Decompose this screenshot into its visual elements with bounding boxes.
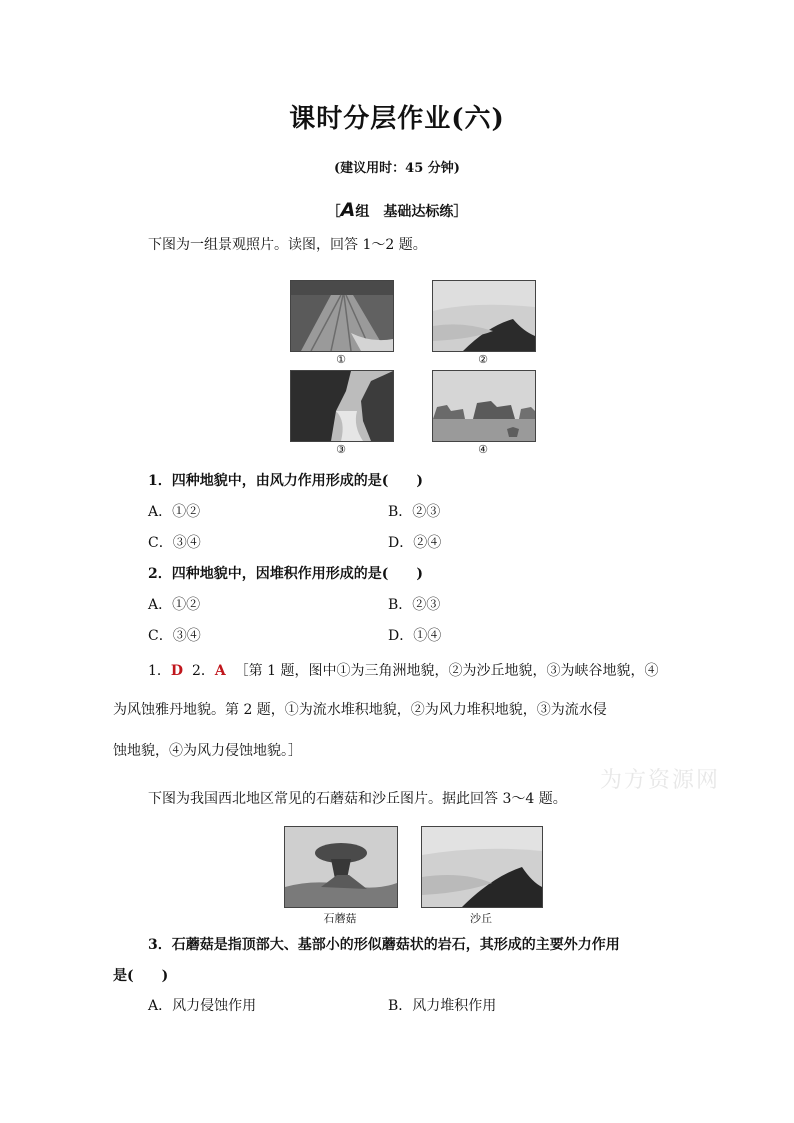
section-heading [0, 199, 794, 221]
watermark: 为方资源网 [600, 768, 721, 793]
sand-dune-image [433, 281, 535, 351]
yardang-landscape-image [433, 371, 535, 441]
gorge-landscape-image [291, 371, 393, 441]
answer-2-value: A [214, 663, 226, 679]
question-1-option-b: B．②③ [388, 504, 441, 520]
question-1-option-a: A．①② [148, 504, 201, 520]
photo-dunes [432, 280, 536, 352]
question-3-stem-line-2: 是( ) [113, 968, 169, 984]
sand-dune-image-2 [422, 827, 542, 907]
question-3-option-a: A．风力侵蚀作用 [148, 998, 257, 1014]
question-1-option-d: D．②④ [388, 535, 442, 551]
question-2-option-b: B．②③ [388, 597, 441, 613]
mushroom-rock-image [285, 827, 397, 907]
bracket-close: ］ [453, 204, 468, 220]
answer-1-number: 1． [148, 663, 171, 679]
page-title: 课时分层作业(六) [289, 104, 505, 134]
answer-1-2-line-1 [148, 661, 658, 681]
intro-text-1: 下图为一组景观照片。读图，回答 1～2 题。 [148, 237, 427, 253]
section-letter: A [340, 199, 356, 221]
question-3-stem-line-1: 3．石蘑菇是指顶部大、基部小的形似蘑菇状的岩石，其形成的主要外力作用 [148, 937, 620, 953]
question-1-option-c: C．③④ [148, 535, 201, 551]
caption-3: ③ [336, 443, 346, 456]
answer-1-value: D [170, 663, 184, 679]
photo-gorge [290, 370, 394, 442]
question-2-option-a: A．①② [148, 597, 201, 613]
question-1-stem: 1．四种地貌中，由风力作用形成的是( ) [148, 473, 423, 489]
intro-text-2: 下图为我国西北地区常见的石蘑菇和沙丘图片。据此回答 3～4 题。 [148, 791, 567, 807]
delta-landscape-image [291, 281, 393, 351]
caption-2: ② [478, 353, 488, 366]
question-2-stem: 2．四种地貌中，因堆积作用形成的是( ) [148, 566, 423, 582]
caption-4: ④ [478, 443, 488, 456]
answer-explanation-line-2: 为风蚀雅丹地貌。第 2 题，①为流水堆积地貌，②为风力堆积地貌，③为流水侵 [113, 702, 607, 718]
answer-explanation-line-1: ［第 1 题，图中①为三角洲地貌，②为沙丘地貌，③为峡谷地貌，④ [234, 663, 659, 679]
bracket-open: ［ [326, 204, 341, 220]
answer-explanation-line-3: 蚀地貌，④为风力侵蚀地貌。］ [113, 743, 302, 759]
question-2-option-d: D．①④ [388, 628, 442, 644]
photo-mushroom-rock [284, 826, 398, 908]
question-3-option-b: B．风力堆积作用 [388, 998, 497, 1014]
suggested-time: (建议用时：45 分钟) [334, 161, 460, 176]
section-name: 组 基础达标练 [355, 204, 454, 220]
photo-sand-dune [421, 826, 543, 908]
photo-delta [290, 280, 394, 352]
answer-2-number: 2． [191, 663, 215, 679]
caption-mushroom-rock: 石蘑菇 [323, 912, 357, 925]
question-2-option-c: C．③④ [148, 628, 201, 644]
caption-1: ① [336, 353, 346, 366]
photo-yardang [432, 370, 536, 442]
caption-sand-dune: 沙丘 [470, 912, 492, 925]
